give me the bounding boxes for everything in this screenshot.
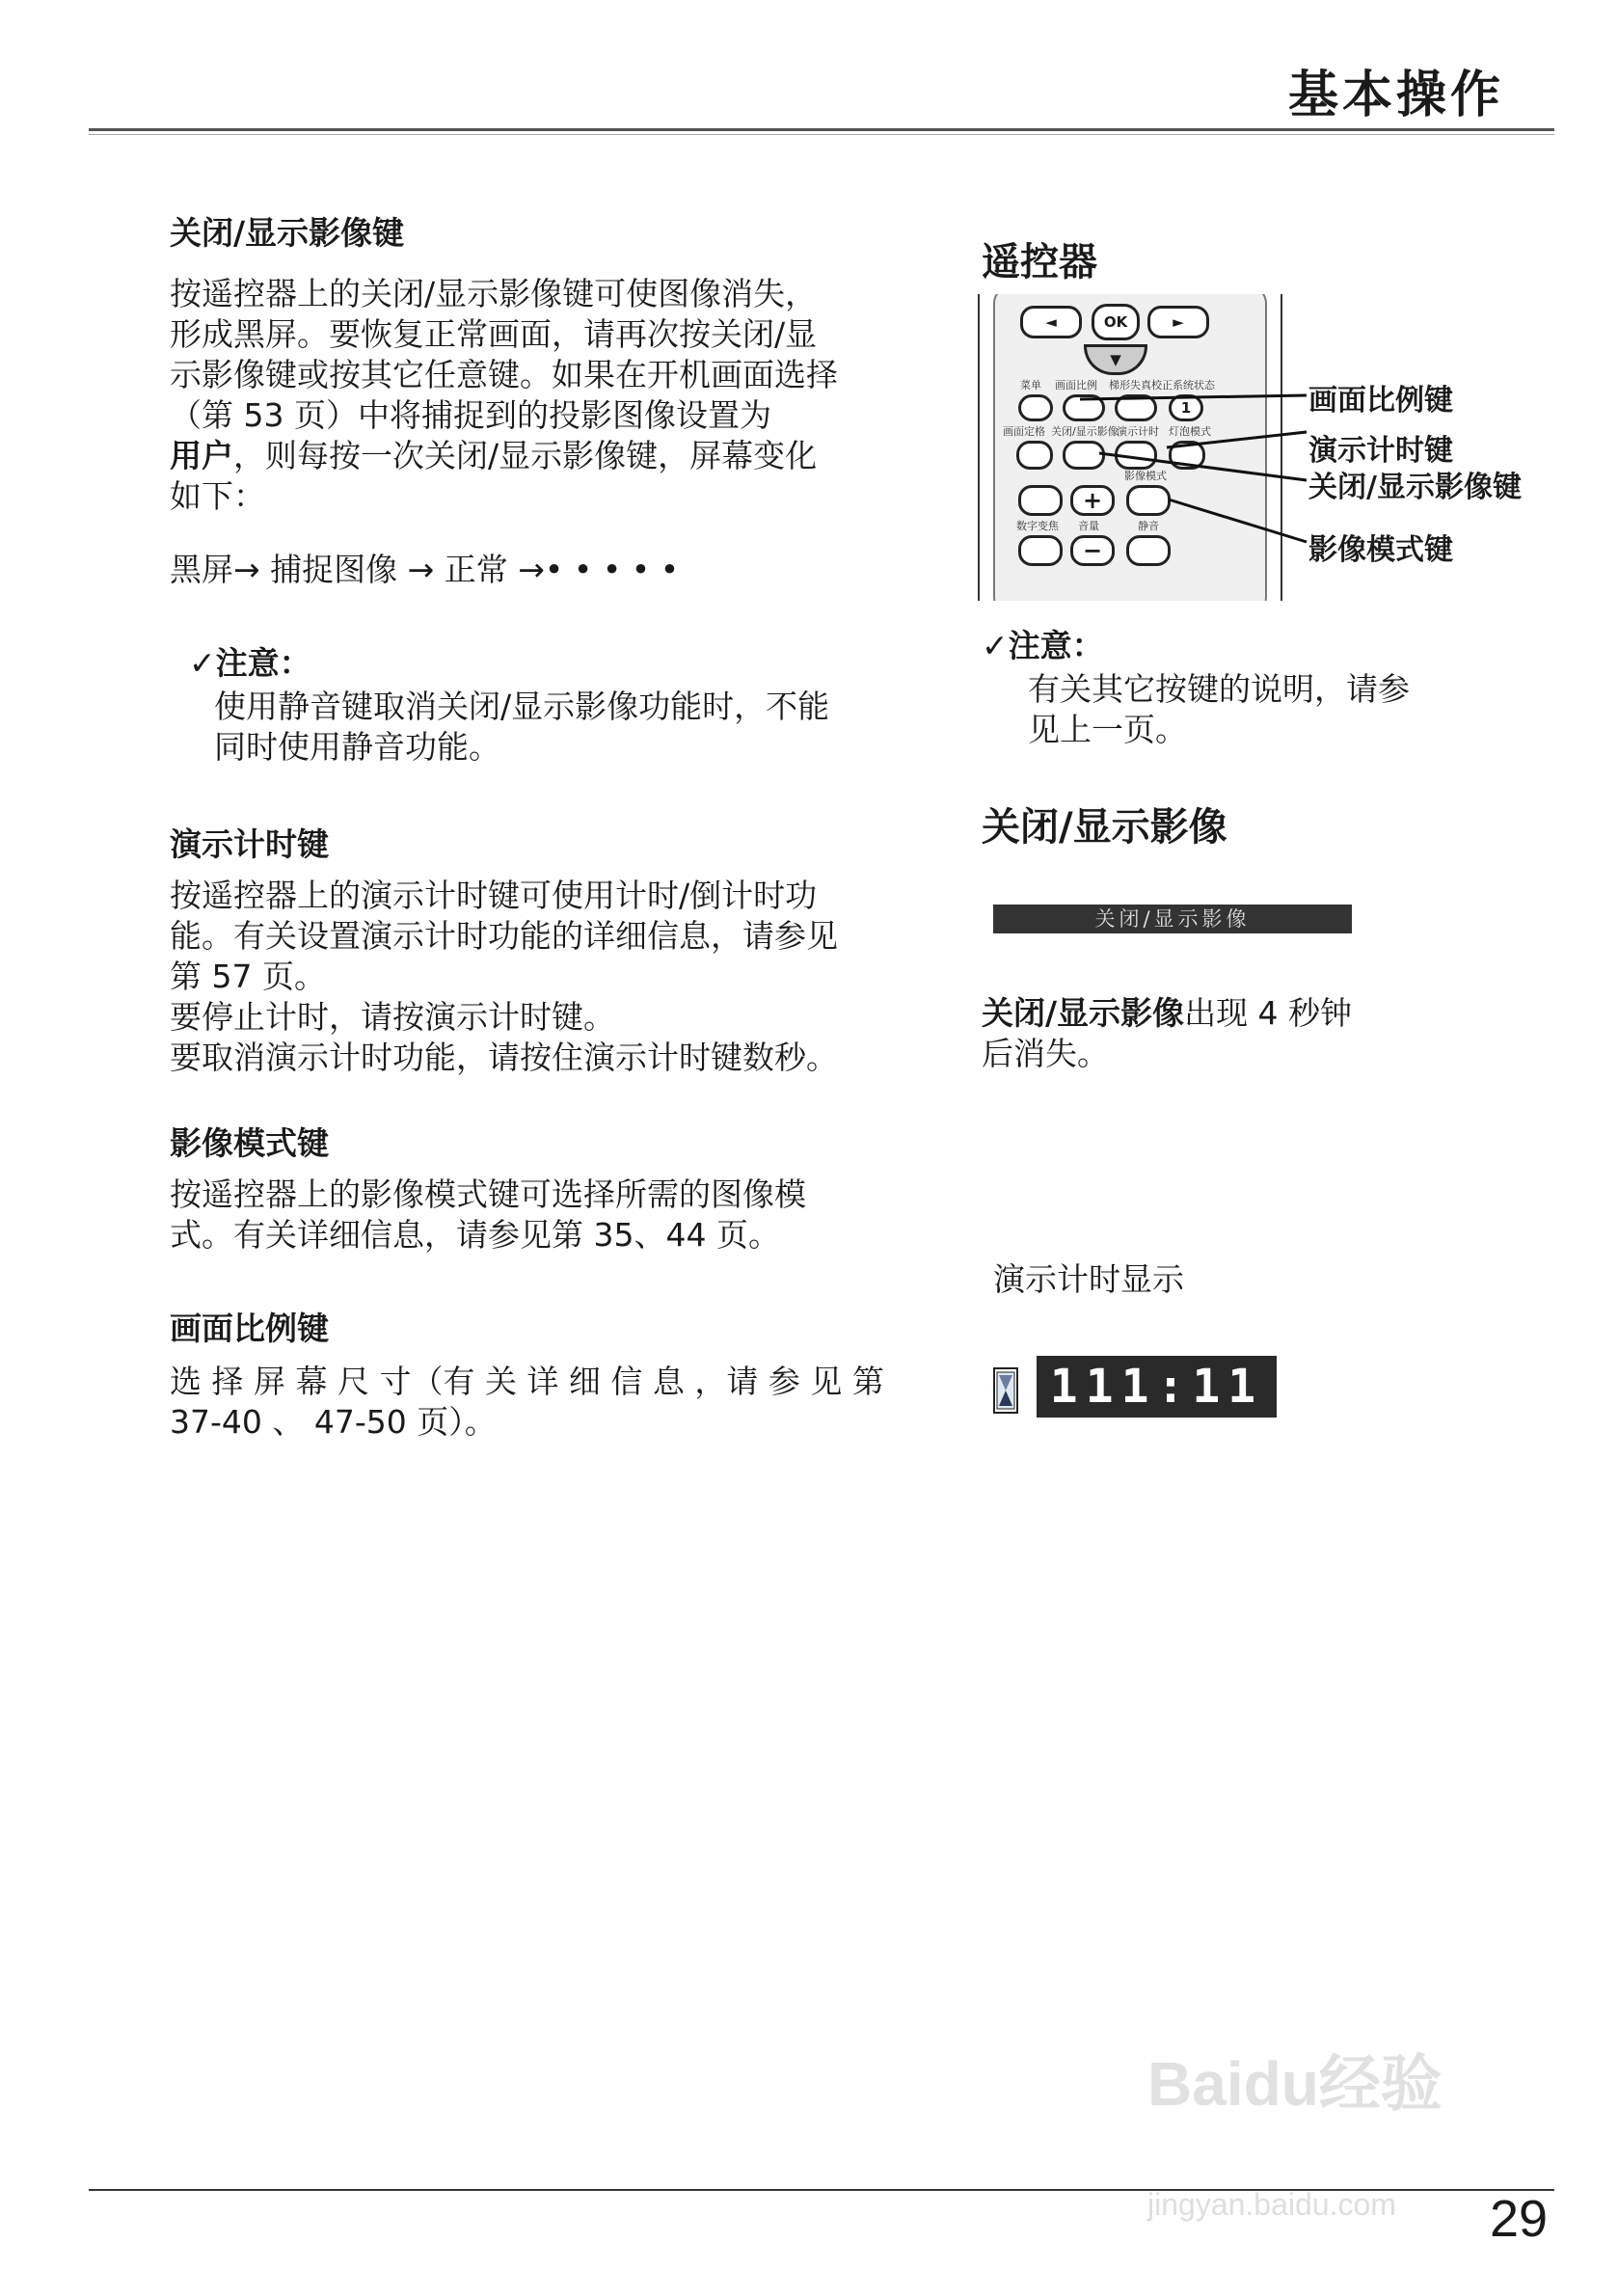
note-text-left: 使用静音键取消关闭/显示影像功能时，不能 同时使用静音功能。: [214, 688, 830, 766]
baidu-watermark-url: jingyan.baidu.com: [1147, 2187, 1396, 2222]
callout-ptimer-key: 演示计时键: [1308, 434, 1453, 468]
aspect-key-paragraph: 选 择 屏 幕 尺 寸（有 关 详 细 信 息 ，请 参 见 第 37-40 、 47-50 页）。: [170, 1363, 884, 1441]
blank-key-paragraph-2: [170, 436, 931, 476]
hourglass-icon: [993, 1367, 1018, 1414]
leader-line-ptimer: [1167, 432, 1307, 447]
remote-status-button: 1: [1169, 394, 1203, 421]
remote-label-mute: 静音: [1138, 520, 1159, 532]
osd-description: [982, 993, 1352, 1034]
presentation-timer-display: 111:11: [1037, 1356, 1277, 1418]
osd-description-bold: 关闭/显示影像: [982, 994, 1185, 1032]
timer-caption: 演示计时显示: [993, 1260, 1184, 1298]
remote-label-freeze: 画面定格: [1003, 425, 1045, 438]
note-text-right: 有关其它按键的说明，请参 见上一页。: [1028, 670, 1410, 748]
osd-description-line2: 后消失。: [982, 1035, 1109, 1072]
image-mode-paragraph: 按遥控器上的影像模式键可选择所需的图像模 式。有关详细信息，请参见第 35、44 页。: [170, 1175, 806, 1254]
callout-blank-key: 关闭/显示影像键: [1308, 471, 1522, 504]
remote-label-keystone: 梯形失真校正: [1109, 379, 1173, 392]
remote-zoom-out-icon: [1018, 535, 1063, 566]
page-number: 29: [1490, 2190, 1549, 2248]
callout-aspect-key: 画面比例键: [1308, 384, 1453, 418]
blank-osd-bar: 关闭/显示影像: [993, 905, 1352, 933]
remote-label-dzoom: 数字变焦: [1016, 520, 1059, 532]
osd-heading: 关闭/显示影像: [982, 805, 1227, 850]
remote-label-volume: 音量: [1078, 520, 1099, 532]
timer-key-paragraph: 按遥控器上的演示计时键可使用计时/倒计时功 能。有关设置演示计时功能的详细信息，请参见 第 57 页。 要停止计时，请按演示计时键。 要取消演示计时功能，请按住演示计时键数秒。: [170, 877, 838, 1076]
leader-line-aspect: [1080, 395, 1307, 399]
remote-right-arrow-icon: ►: [1147, 306, 1209, 338]
remote-volume-up-button: +: [1070, 485, 1115, 516]
blank-sequence: 黑屏→ 捕捉图像 → 正常 →• • • • •: [170, 551, 680, 588]
user-emphasis: 用户: [170, 437, 233, 474]
remote-left-arrow-icon: ◄: [1020, 306, 1082, 338]
remote-label-status: 系统状态: [1173, 379, 1215, 392]
osd-description-rest: 出现 4 秒钟: [1184, 994, 1353, 1032]
remote-label-ptimer: 演示计时: [1117, 425, 1159, 438]
remote-label-menu: 菜单: [1020, 379, 1041, 392]
remote-label-lamp: 灯泡模式: [1169, 425, 1211, 438]
remote-label-aspect: 画面比例: [1055, 379, 1097, 392]
remote-menu-icon: [1018, 394, 1053, 421]
leader-line-imagemode: [1169, 500, 1307, 542]
leader-line-blank: [1099, 453, 1307, 480]
timer-key-heading: 演示计时键: [170, 825, 329, 863]
remote-freeze-icon: [1016, 441, 1053, 470]
remote-label-blank: 关闭/显示影像: [1051, 425, 1119, 438]
baidu-watermark: Baidu经验: [1147, 2049, 1443, 2119]
callout-imagemode-key: 影像模式键: [1308, 533, 1453, 567]
page-title: 基本操作: [1287, 67, 1504, 124]
remote-label-imagemode: 影像模式: [1124, 470, 1167, 482]
remote-zoom-in-icon: [1018, 485, 1063, 516]
remote-down-arrow-icon: ▼: [1084, 344, 1147, 375]
remote-volume-down-button: −: [1070, 535, 1115, 566]
blank-key-heading: 关闭/显示影像键: [170, 214, 405, 252]
blank-key-paragraph-2-rest: ，则每按一次关闭/显示影像键，屏幕变化: [233, 437, 818, 474]
note-title-left: ✓注意：: [189, 644, 311, 682]
remote-heading: 遥控器: [982, 240, 1097, 284]
aspect-key-heading: 画面比例键: [170, 1310, 329, 1347]
blank-key-paragraph-3: 如下：: [170, 477, 265, 515]
header-divider: [89, 128, 1554, 135]
image-mode-heading: 影像模式键: [170, 1124, 329, 1162]
blank-key-paragraph: 按遥控器上的关闭/显示影像键可使图像消失， 形成黑屏。要恢复正常画面，请再次按关闭/显 示影像键或按其它任意键。如果在开机画面选择 （第 53 页）中将捕捉到的投影图像设置为: [170, 275, 838, 434]
note-title-right: ✓注意：: [982, 627, 1104, 664]
callout-leader-lines: [1061, 386, 1311, 559]
remote-ok-button: OK: [1092, 304, 1140, 340]
